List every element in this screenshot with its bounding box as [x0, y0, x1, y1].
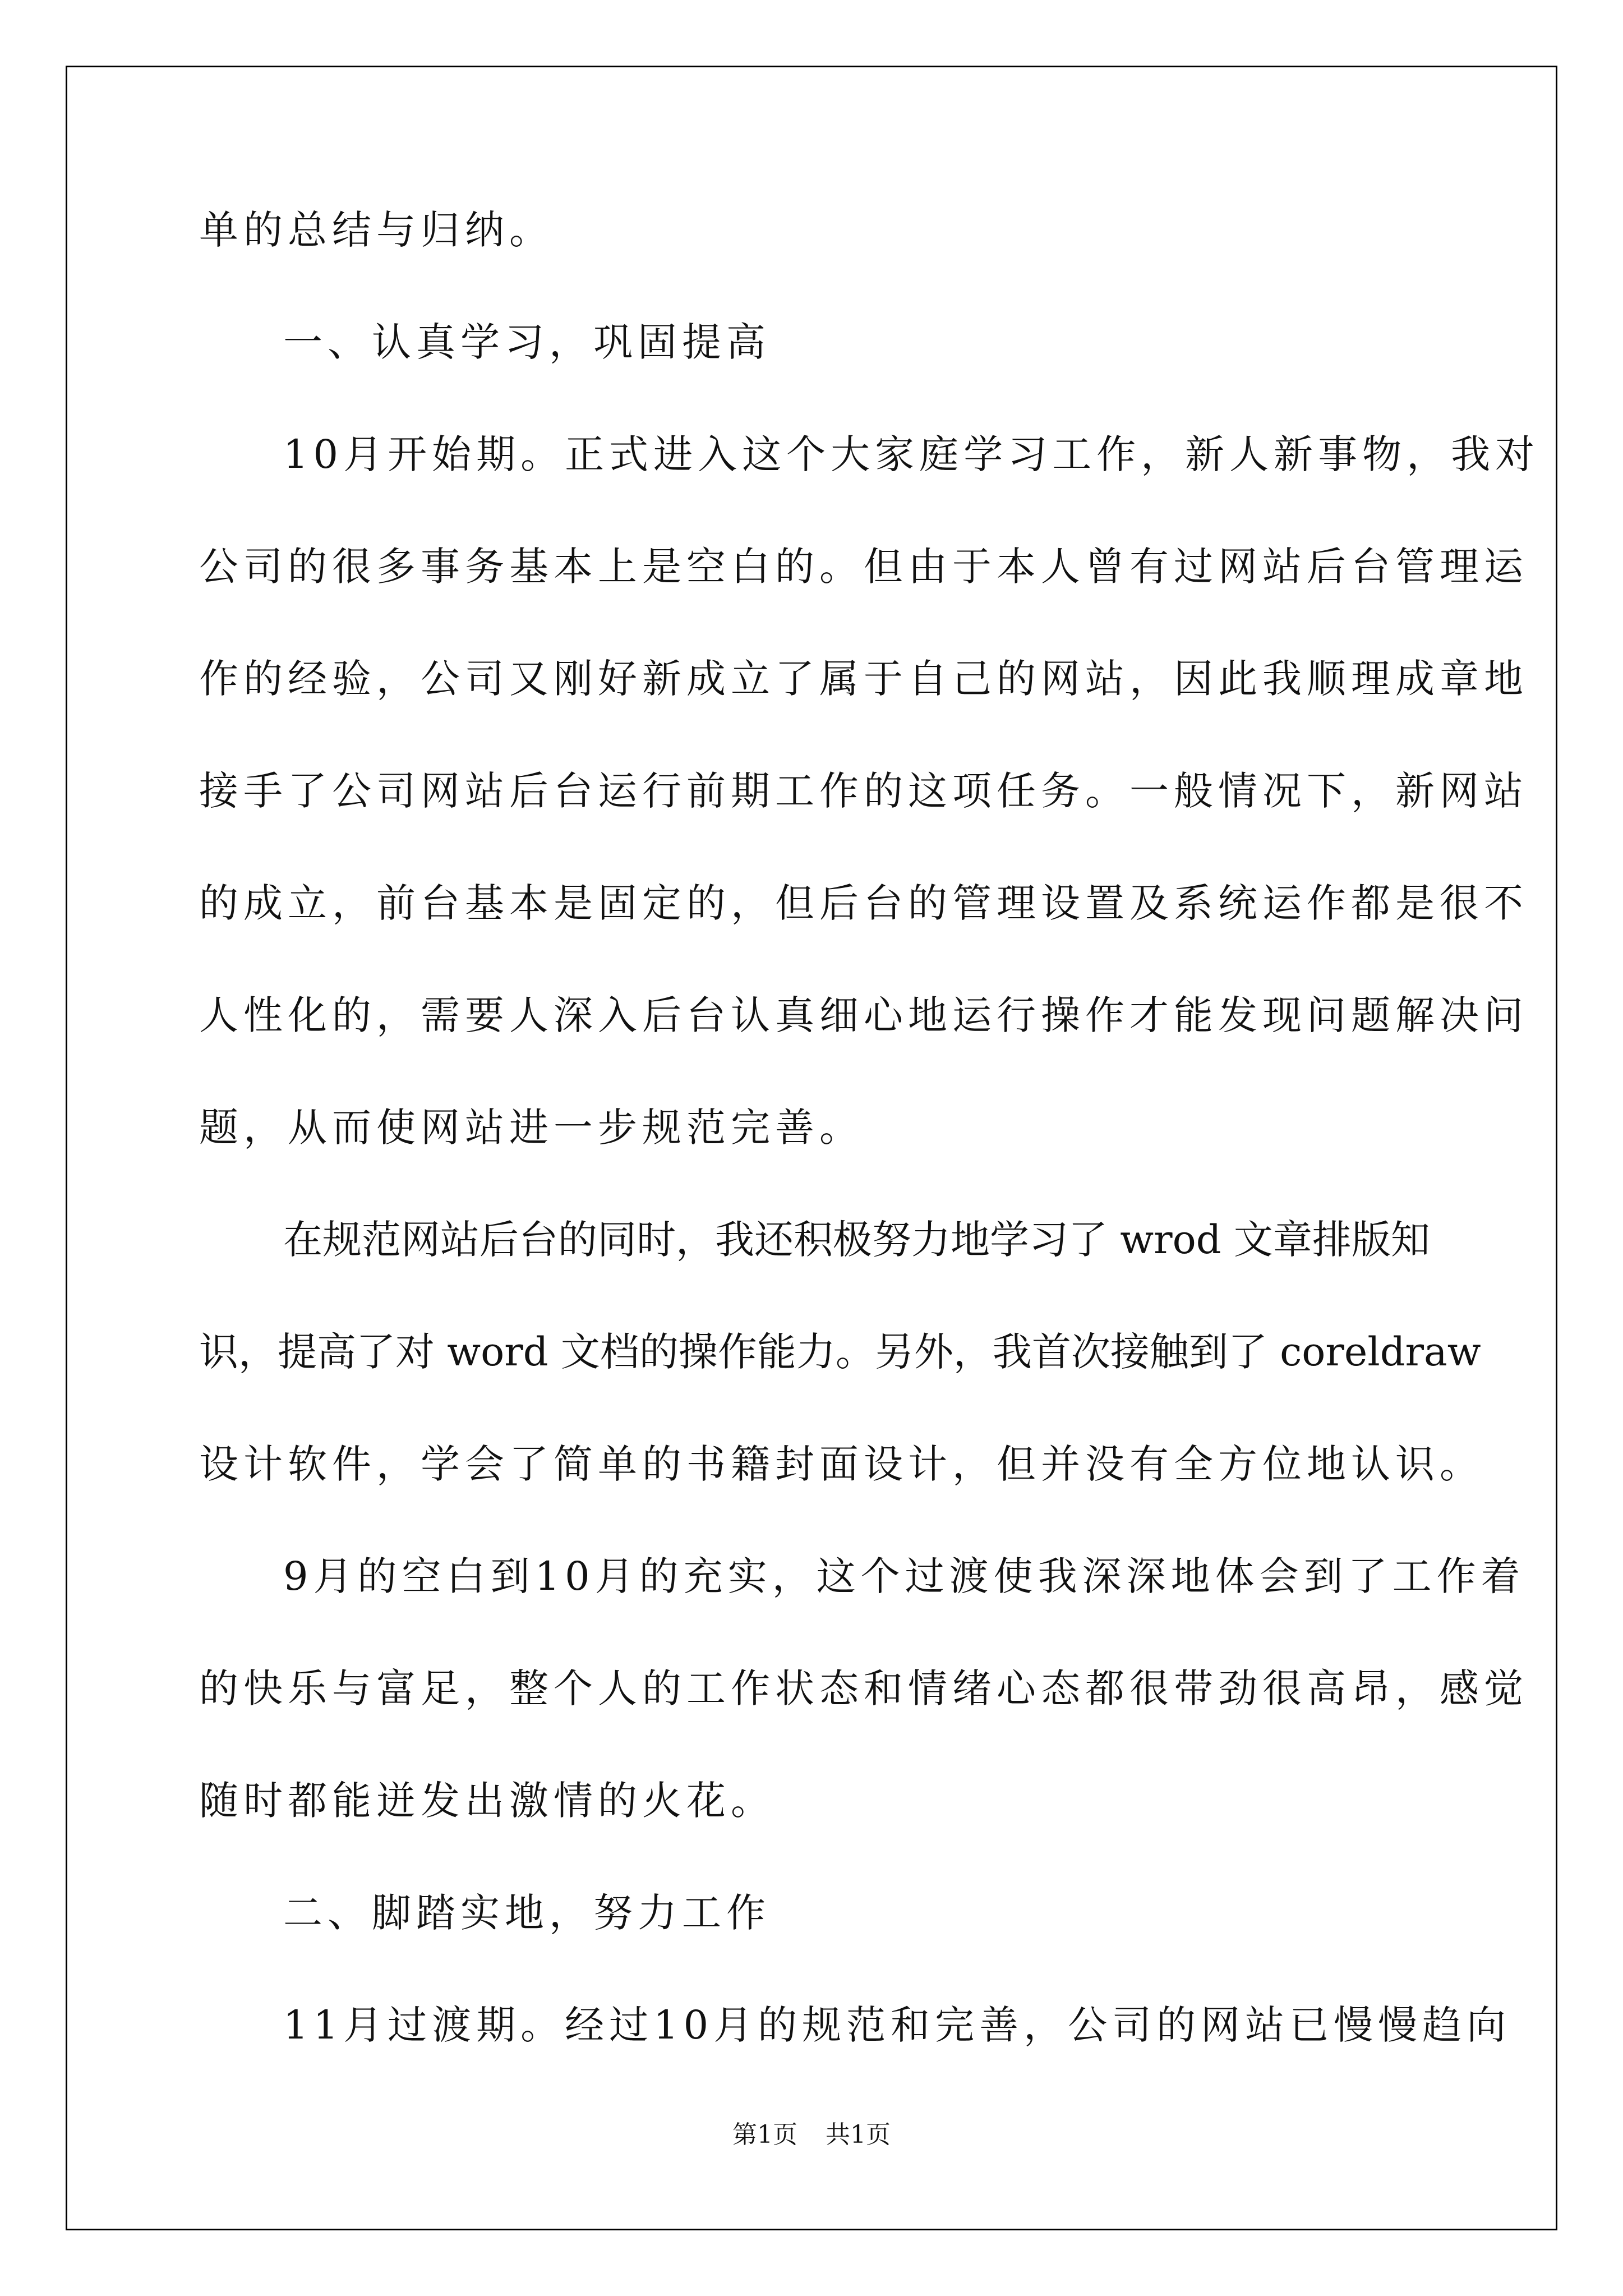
- page-total: 共1页: [826, 2120, 891, 2149]
- text-line: 设计软件，学会了简单的书籍封面设计，但并没有全方位地认识。: [199, 1441, 1484, 1487]
- text-line: 识，提高了对 word 文档的操作能力。另外，我首次接触到了 coreldraw: [199, 1329, 1481, 1375]
- text-line: 10月开始期。正式进入这个大家庭学习工作，新人新事物，我对: [283, 431, 1540, 477]
- text-line: 的成立，前台基本是固定的，但后台的管理设置及系统运作都是很不: [199, 880, 1528, 926]
- text-line: 单的总结与归纳。: [199, 207, 554, 253]
- text-line: 9月的空白到10月的充实，这个过渡使我深深地体会到了工作着: [283, 1553, 1525, 1599]
- text-line: 11月过渡期。经过10月的规范和完善，公司的网站已慢慢趋向: [283, 2002, 1511, 2048]
- text-line: 题，从而使网站进一步规范完善。: [199, 1105, 864, 1151]
- text-line: 作的经验，公司又刚好新成立了属于自己的网站，因此我顺理成章地: [199, 656, 1528, 702]
- page-number: 第1页: [732, 2120, 797, 2149]
- text-line: 随时都能迸发出激情的火花。: [199, 1778, 775, 1824]
- text-line: 人性化的，需要人深入后台认真细心地运行操作才能发现问题解决问: [199, 992, 1528, 1038]
- text-line: 的快乐与富足，整个人的工作状态和情绪心态都很带劲很高昂，感觉: [199, 1665, 1528, 1711]
- text-line: 公司的很多事务基本上是空白的。但由于本人曾有过网站后台管理运: [199, 544, 1528, 590]
- section-heading: 二、脚踏实地，努力工作: [283, 1890, 771, 1936]
- page-footer: [0, 2118, 1623, 2152]
- text-line: 在规范网站后台的同时，我还积极努力地学习了 wrod 文章排版知: [283, 1217, 1430, 1263]
- text-line: 接手了公司网站后台运行前期工作的这项任务。一般情况下，新网站: [199, 768, 1528, 814]
- section-heading: 一、认真学习，巩固提高: [283, 319, 771, 365]
